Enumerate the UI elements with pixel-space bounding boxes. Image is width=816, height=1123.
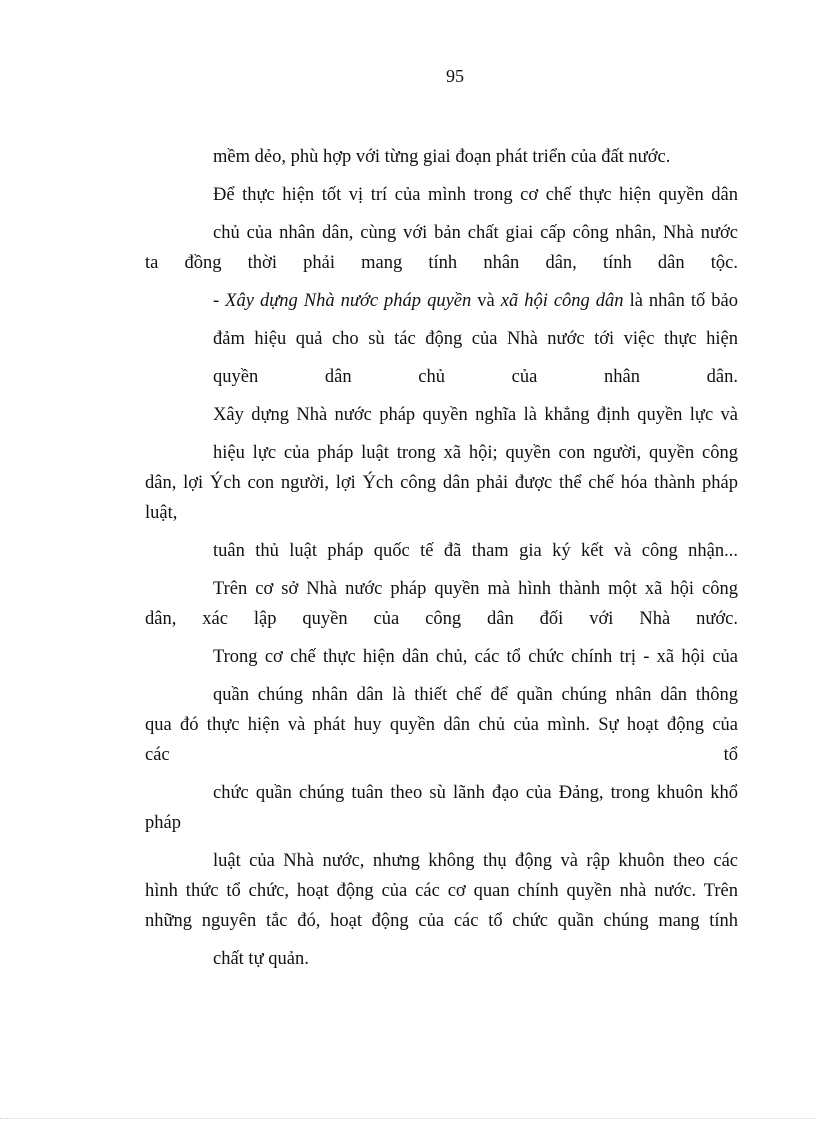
body-line: chất tự quản.: [213, 949, 309, 969]
body-line: Để thực hiện tốt vị trí của mình trong cơ chế thực hiện quyền dân: [213, 185, 738, 205]
text-run: -: [213, 291, 226, 311]
body-line: luật của Nhà nước, nhưng không thụ động và rập khuôn theo các: [213, 851, 738, 871]
body-line: những nguyên tắc đó, hoạt động của các tổ chức quần chúng mang tính: [145, 911, 738, 931]
body-line: ta đồng thời phải mang tính nhân dân, tính dân tộc.: [145, 253, 738, 273]
text-run: và: [471, 291, 501, 311]
body-line: Trong cơ chế thực hiện dân chủ, các tổ chức chính trị - xã hội của: [213, 647, 738, 667]
text-run: là nhân tố bảo: [623, 291, 738, 311]
italic-term: xã hội công dân: [500, 291, 624, 311]
body-line: mềm dẻo, phù hợp với từng giai đoạn phát triển của đất nước.: [213, 147, 671, 167]
page-number: 95: [446, 66, 464, 86]
body-line: Xây dựng Nhà nước pháp quyền nghĩa là khẳng định quyền lực và: [213, 405, 738, 425]
body-line: chủ của nhân dân, cùng với bản chất giai cấp công nhân, Nhà nước: [213, 223, 738, 243]
body-line: đảm hiệu quả cho sù tác động của Nhà nước tới việc thực hiện: [213, 329, 738, 349]
body-line: quần chúng nhân dân là thiết chế để quần chúng nhân dân thông: [213, 685, 738, 705]
body-line: tuân thủ luật pháp quốc tế đã tham gia ký kết và công nhận...: [213, 541, 738, 561]
italic-term: Xây dựng Nhà nước pháp quyền: [225, 291, 472, 311]
body-line: quyền dân chủ của nhân dân.: [213, 367, 738, 387]
body-line: luật,: [145, 503, 178, 523]
body-line: chức quần chúng tuân theo sù lãnh đạo của Đảng, trong khuôn khổ: [213, 783, 738, 803]
body-line: qua đó thực hiện và phát huy quyền dân chủ của mình. Sự hoạt động của: [145, 715, 738, 735]
body-line: dân, xác lập quyền của công dân đối với Nhà nước.: [145, 609, 738, 629]
body-line: hình thức tổ chức, hoạt động của các cơ quan chính quyền nhà nước. Trên: [145, 881, 738, 901]
body-line: pháp: [145, 813, 181, 833]
body-line: hiệu lực của pháp luật trong xã hội; quyền con người, quyền công: [213, 443, 738, 463]
body-line: các tổ: [145, 745, 738, 765]
page-bottom-divider: [0, 1118, 816, 1119]
body-line: Trên cơ sở Nhà nước pháp quyền mà hình thành một xã hội công: [213, 579, 738, 599]
body-line-mixed: [213, 289, 738, 313]
body-line: dân, lợi Ých con người, lợi Ých công dân phải được thể chế hóa thành pháp: [145, 473, 738, 493]
